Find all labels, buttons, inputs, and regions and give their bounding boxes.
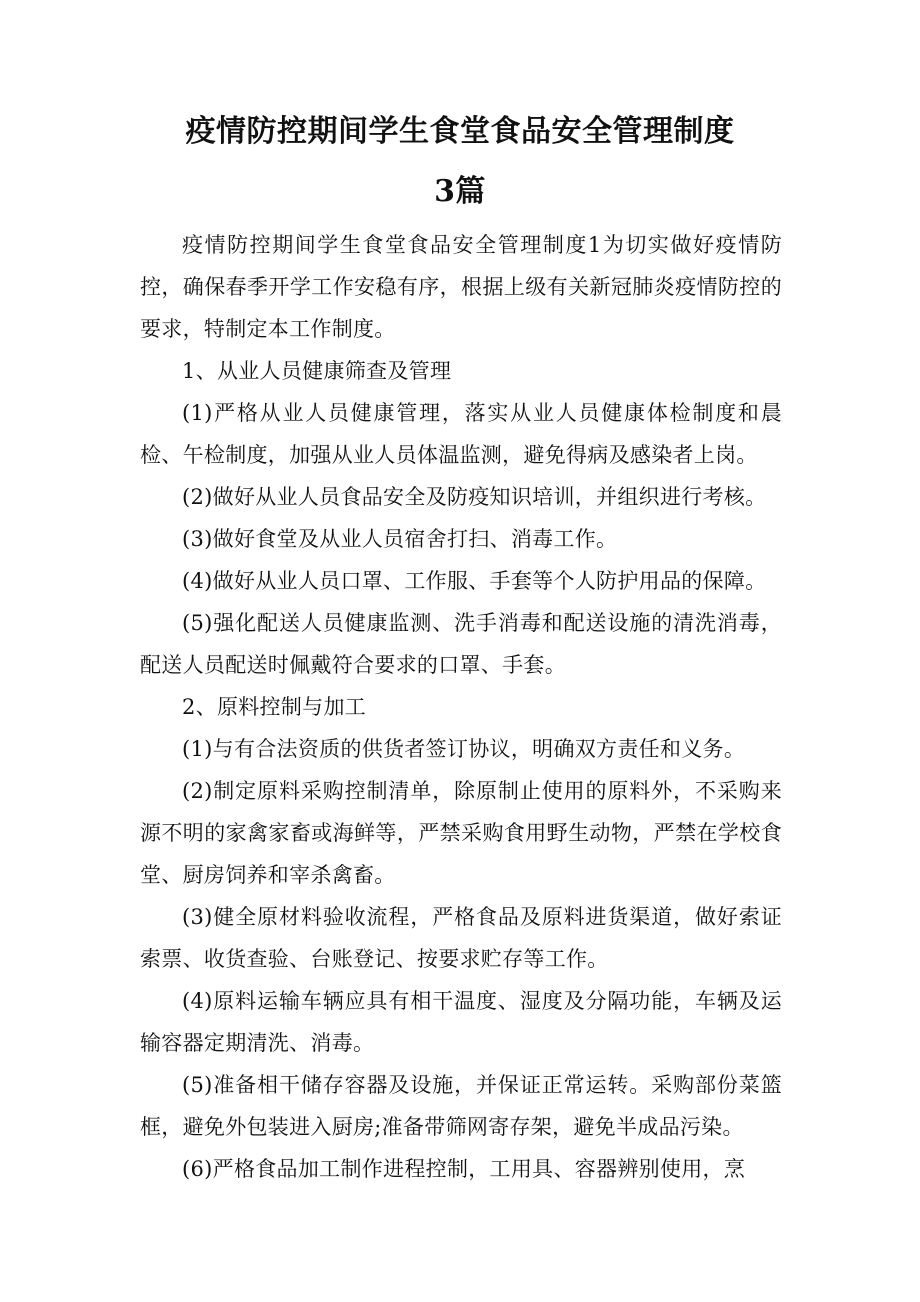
section-heading-1: 1、从业人员健康筛查及管理 — [182, 359, 452, 383]
document-body — [140, 224, 782, 1190]
paragraph: (5)准备相干储存容器及设施，并保证正常运转。采购部份菜篮框，避免外包装进入厨房;准备带筛网寄存架，避免半成品污染。 — [140, 1073, 782, 1139]
paragraph: (2)做好从业人员食品安全及防疫知识培训，并组织进行考核。 — [182, 485, 767, 509]
section-heading-2: 2、原料控制与加工 — [182, 695, 367, 719]
document-title-line2: 3篇 — [434, 174, 486, 209]
paragraph: (5)强化配送人员健康监测、洗手消毒和配送设施的清洗消毒，配送人员配送时佩戴符合要求的口罩、手套。 — [140, 611, 782, 677]
document-title-line1: 疫情防控期间学生食堂食品安全管理制度 — [185, 114, 735, 149]
paragraph: (6)严格食品加工制作进程控制，工用具、容器辨别使用，烹 — [182, 1157, 746, 1181]
paragraph: (3)做好食堂及从业人员宿舍打扫、消毒工作。 — [182, 527, 618, 551]
paragraph: (4)原料运输车辆应具有相干温度、湿度及分隔功能，车辆及运输容器定期清洗、消毒。 — [140, 989, 782, 1055]
paragraph: (3)健全原材料验收流程，严格食品及原料进货渠道，做好索证索票、收货查验、台账登记、按要求贮存等工作。 — [140, 905, 782, 971]
paragraph: (2)制定原料采购控制清单，除原制止使用的原料外，不采购来源不明的家禽家畜或海鲜等，严禁采购食用野生动物，严禁在学校食堂、厨房饲养和宰杀禽畜。 — [140, 779, 782, 887]
paragraph: (4)做好从业人员口罩、工作服、手套等个人防护用品的保障。 — [182, 569, 767, 593]
paragraph-intro: 疫情防控期间学生食堂食品安全管理制度1为切实做好疫情防控，确保春季开学工作安稳有序，根据上级有关新冠肺炎疫情防控的要求，特制定本工作制度。 — [140, 233, 782, 341]
paragraph: (1)与有合法资质的供货者签订协议，明确双方责任和义务。 — [182, 737, 746, 761]
paragraph: (1)严格从业人员健康管理，落实从业人员健康体检制度和晨检、午检制度，加强从业人员体温监测，避免得病及感染者上岗。 — [140, 401, 782, 467]
